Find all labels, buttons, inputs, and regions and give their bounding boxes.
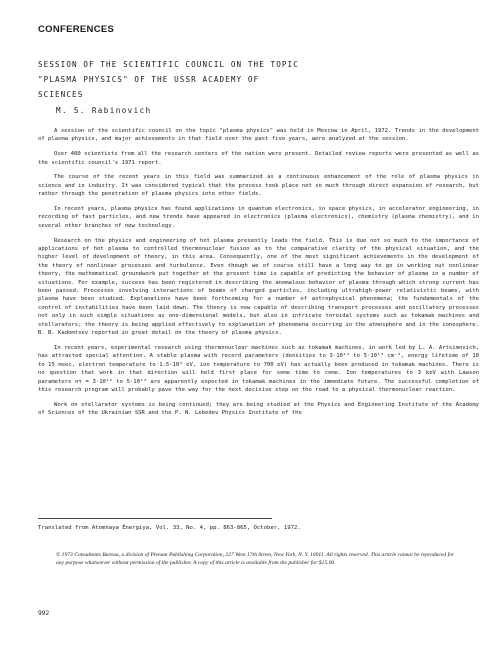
paragraph: Over 400 scientists from all the research centers of the nation were present. Detailed review reports were presented as well as the scientific council's 1971 report. <box>38 151 479 166</box>
article-title <box>38 57 358 102</box>
footnote-rule <box>38 518 272 519</box>
section-label: CONFERENCES <box>38 24 115 35</box>
paragraph: In recent years, experimental research using thermonuclear machines such as tokamak machines, in work led by L. A. Artsimovich, has attracted special attention. A stable plasma with record parameters (densities to 3·10¹³ to 5·10¹³ cm⁻³, energy lifetime of 10 to 15 msec, electron temperature to 1.5·10³ eV, ion temperature to 700 eV) has actually been produced in tokamak machines. There is no question that work in that direction will hold first place for some time to come. Ion temperatures to 3 keV with Lawson parameters nτ = 3·10¹² to 5·10¹² are apparently expected in tokamak machines in the immediate future. The successful completion of this research program will probably pave the way for the next decisive step on the road to a physical thermonuclear reaction. <box>38 344 479 393</box>
copyright-notice: © 1973 Consultants Bureau, a division of Plenum Publishing Corporation, 227 West 17th Street, New York, N. Y. 10011. All rights reserved. This article cannot be reproduced for any purpose whatsoever without permission of the publisher. A copy of this article is available from the publisher for $15.00. <box>56 552 455 567</box>
paragraph: Work on stellarator systems is being continued; they are being studied at the Physics and Engineering Institute of the Academy of Sciences of the Ukrainian SSR and the P. N. Lebedev Physics Institute of the <box>38 401 479 417</box>
title-line: SCIENCES <box>38 90 84 99</box>
author-name: M. S. Rabinovich <box>56 106 152 115</box>
title-line: SESSION OF THE SCIENTIFIC COUNCIL ON THE TOPIC <box>38 60 299 69</box>
paragraph: Research on the physics and engineering of hot plasma presently leads the field. This is due not so much to the importance of applications of hot plasma to controlled thermonuclear fusion as to the comparative clarity of the physical situation, and the higher level of development of theory, in this area. Consequently, one of the most significant achievements in the development of the theory of nonlinear processes and turbulence. Even though we of course still have a long way to go in working out nonlinear theory, the mathematical groundwork put together at the present time is capable of predicting the behavior of plasma in a number of situations. For example, success has been registered in describing the anomalous behavior of plasma through which strong current has been passed. Processes involving interactions of beams of charged particles, including ultrahigh-power relativistic beams, with plasma have been studied. Explanations have been forthcoming for a number of astrophysical phenomena; the fundamentals of the control of instabilities have been laid down. The theory is now capable of describing transport processes and oscillatory processes not only in such simple situations as one-dimensional models, but also in intricate toroidal systems such as tokamak machines and stellarators; the theory is being applied effectively to explanation of phenomena occurring in the atmosphere and in the ionosphere. B. B. Kadomtsev reported in great detail on the theory of plasma physics. <box>38 237 479 337</box>
page-number: 992 <box>38 610 50 617</box>
paragraph: In recent years, plasma physics has found applications in quantum electronics, in space physics, in accelerator engineering, in recording of fast particles, and new trends have appeared in electronics (plasma electronics), chemistry (plasma chemistry), and in several other branches of new technology. <box>38 206 479 229</box>
paragraph: The course of the recent years in this field was summarized as a continuous enhancement of the role of plasma physics in science and in industry. It was considered typical that the process took place not so much through direct expansion of research, but rather through the penetration of plasma physics into other fields. <box>38 174 479 198</box>
article-body <box>38 127 479 424</box>
translation-note: Translated from Atomnaya Énergiya, Vol. 33, No. 4, pp. 863-865, October, 1972. <box>38 525 301 531</box>
paragraph: A session of the scientific council on the topic "plasma physics" was held in Moscow in April, 1972. Trends in the development of plasma physics, and major achievements in that field over the past five years, were analyzed at the session. <box>38 128 479 143</box>
title-line: "PLASMA PHYSICS" OF THE USSR ACADEMY OF <box>38 75 260 84</box>
